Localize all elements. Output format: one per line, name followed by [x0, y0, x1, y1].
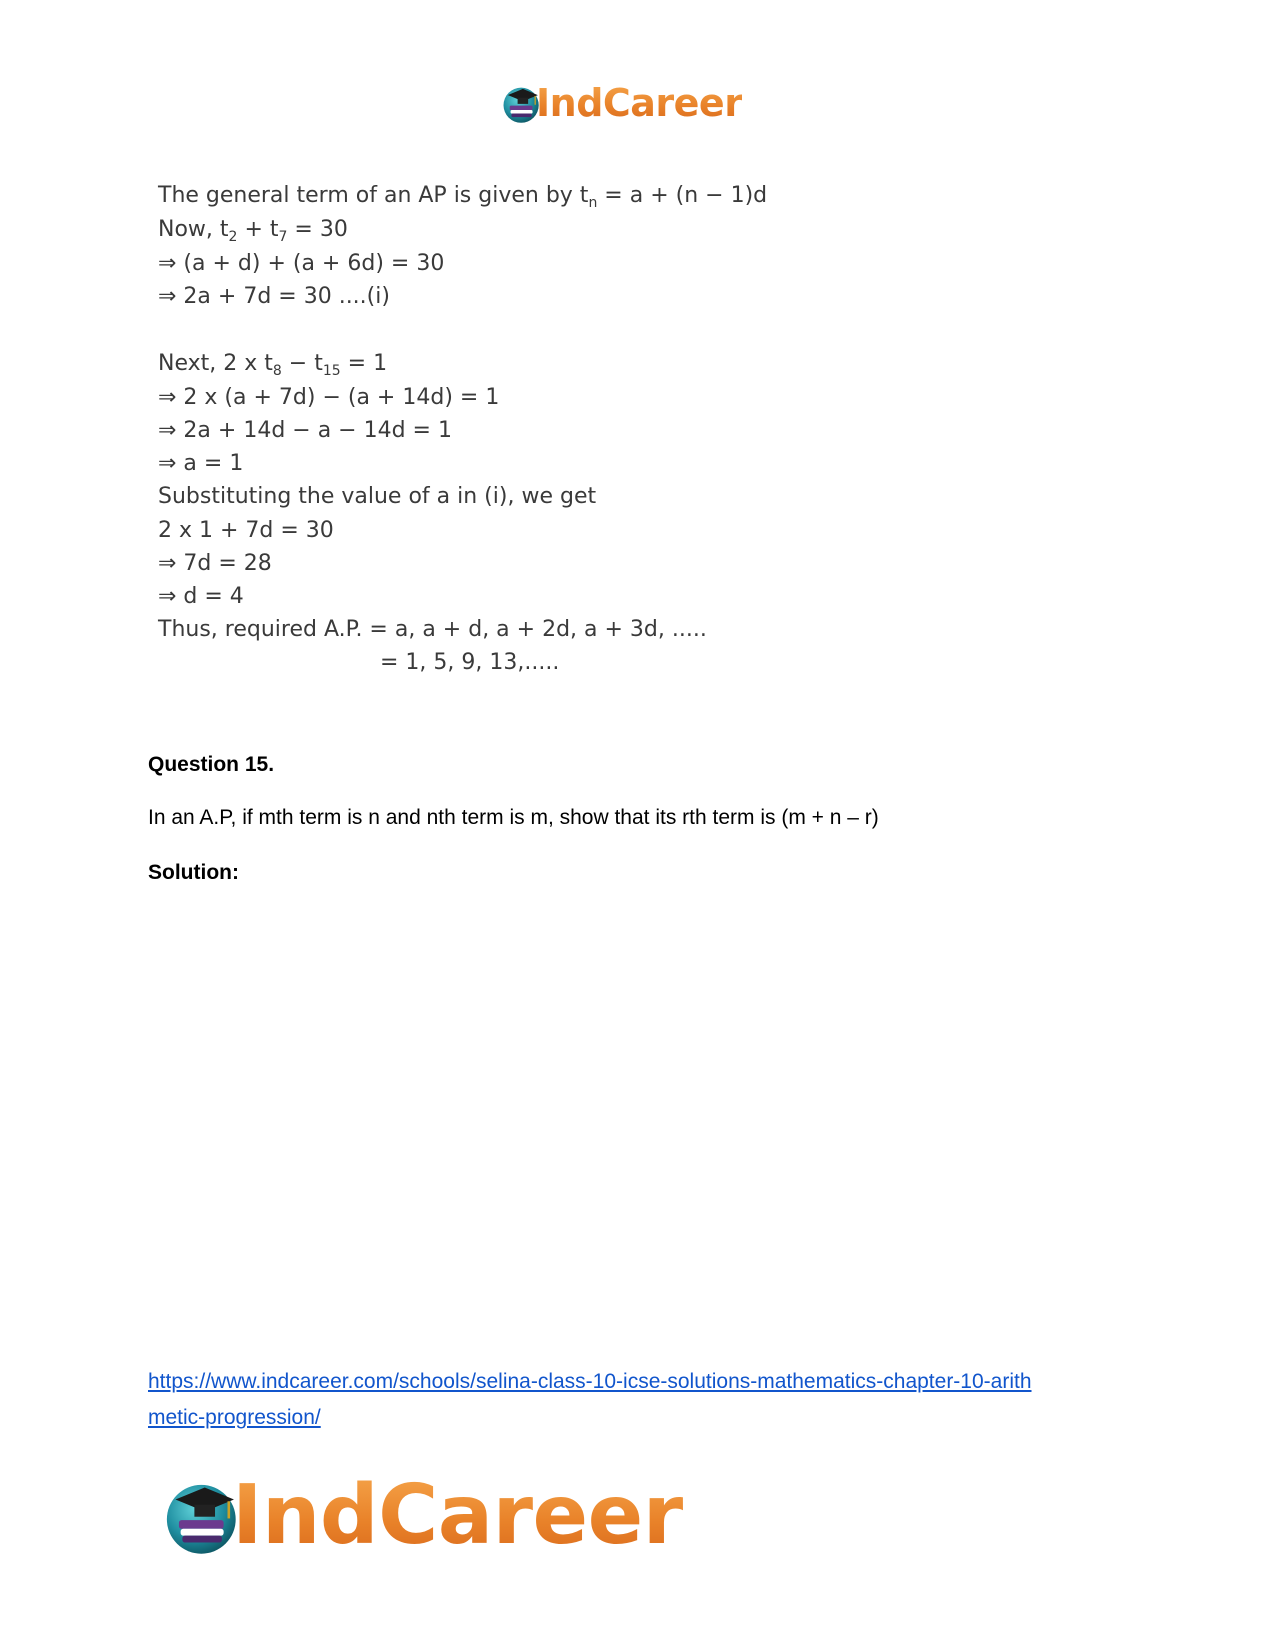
- math-line: Now, $t_2 + t_7 = 30$: [158, 217, 348, 245]
- math-line: ⇒ 2 x (a + 7d) − (a + 14d) = 1: [158, 385, 500, 410]
- math-line: ⇒ d = 4: [158, 584, 244, 609]
- question-heading: Question 15.: [148, 753, 275, 776]
- math-line: Thus, required A.P. = a, a + d, a + 2d, a + 3d, .....: [158, 617, 707, 642]
- header-logo: [500, 78, 742, 128]
- logo-wordmark: IndCareer: [232, 1467, 683, 1563]
- math-line: ⇒ (a + d) + (a + 6d) = 30: [158, 251, 445, 276]
- math-line: 2 x 1 + 7d = 30: [158, 518, 334, 543]
- math-line: ⇒ 2a + 7d = 30 ....(i): [158, 284, 390, 309]
- math-line: Substituting the value of a in (i), we get: [158, 484, 597, 509]
- math-line: The general term of an AP is given by $t_n = a + (n - 1)d$: [158, 183, 768, 211]
- math-line: ⇒ 7d = 28: [158, 551, 272, 576]
- source-link-line-2[interactable]: metic-progression/: [148, 1406, 321, 1429]
- math-line: ⇒ a = 1: [158, 451, 244, 476]
- math-line: Next, 2 x $t_8 - t_{15} = 1$: [158, 351, 388, 379]
- logo-wordmark: IndCareer: [536, 81, 743, 125]
- math-line: ⇒ 2a + 14d − a − 14d = 1: [158, 418, 452, 443]
- source-link[interactable]: [148, 1364, 1108, 1436]
- footer-logo: [160, 1465, 683, 1565]
- math-line: = 1, 5, 9, 13,.....: [380, 650, 560, 675]
- question-text: In an A.P, if mth term is n and nth term is m, show that its rth term is (m + n – r): [148, 806, 879, 829]
- source-link-line-1[interactable]: https://www.indcareer.com/schools/selina-class-10-icse-solutions-mathematics-chapter-10-arith: [148, 1370, 1032, 1393]
- solution-heading: Solution:: [148, 861, 239, 884]
